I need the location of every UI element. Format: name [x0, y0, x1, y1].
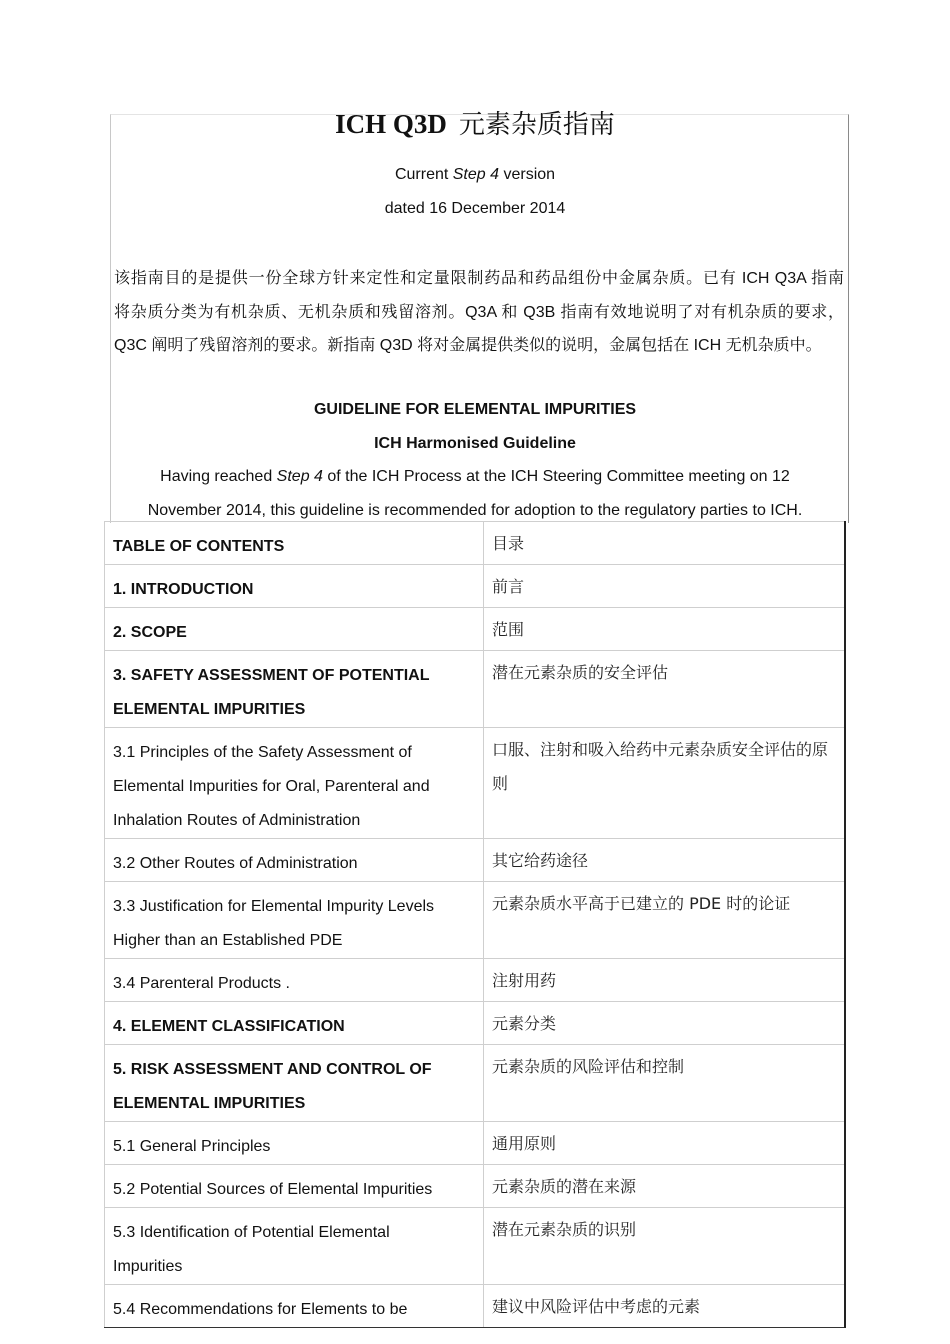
toc-entry-en	[105, 959, 484, 1002]
toc-entry-cn: 范围	[484, 608, 846, 651]
toc-entry-cn: 元素分类	[484, 1002, 846, 1045]
toc-entry-cn: 潜在元素杂质的识别	[484, 1208, 846, 1285]
toc-entry-en	[105, 651, 484, 728]
toc-body	[105, 522, 846, 1328]
intro-line-2: 将杂质分类为有机杂质、无机杂质和残留溶剂。Q3A 和 Q3B 指南有效地说明了对有机杂质的要求，	[114, 303, 844, 321]
version-prefix: Current	[394, 166, 453, 183]
toc-entry-en-line: 5.4 Recommendations for Elements to be	[113, 1301, 408, 1318]
toc-entry-cn: 注射用药	[484, 959, 846, 1002]
toc-entry-en	[105, 608, 484, 651]
toc-row	[105, 839, 846, 882]
toc-entry-cn: 元素杂质水平高于已建立的 PDE 时的论证	[484, 882, 846, 959]
guideline-body-prefix: Having reached	[160, 468, 277, 485]
toc-row	[105, 1122, 846, 1165]
toc-row	[105, 1002, 846, 1045]
toc-entry-en	[105, 522, 484, 565]
title-cn: 元素杂质指南	[458, 110, 615, 140]
toc-row	[105, 1285, 846, 1328]
toc-entry-en	[105, 839, 484, 882]
toc-entry-en-line: 4. ELEMENT CLASSIFICATION	[113, 1018, 345, 1035]
dated-line: dated 16 December 2014	[384, 200, 566, 217]
toc-entry-en	[105, 1165, 484, 1208]
toc-entry-en-line: Inhalation Routes of Administration	[113, 812, 361, 829]
toc-entry-en-line: 2. SCOPE	[113, 624, 187, 641]
toc-entry-cn: 潜在元素杂质的安全评估	[484, 651, 846, 728]
toc-row	[105, 728, 846, 839]
toc-entry-cn: 其它给药途径	[484, 839, 846, 882]
toc-entry-en-line: 3.1 Principles of the Safety Assessment of	[113, 744, 412, 761]
version-step: Step 4	[452, 166, 500, 183]
toc-row	[105, 608, 846, 651]
guideline-body-step: Step 4	[276, 468, 323, 485]
guideline-subheading: ICH Harmonised Guideline	[374, 435, 576, 452]
table-of-contents	[104, 521, 846, 1328]
toc-row	[105, 565, 846, 608]
toc-row	[105, 522, 846, 565]
toc-entry-cn: 元素杂质的潜在来源	[484, 1165, 846, 1208]
toc-entry-en-line: Higher than an Established PDE	[113, 932, 343, 949]
toc-entry-en-line: 1. INTRODUCTION	[113, 581, 254, 598]
toc-row	[105, 959, 846, 1002]
intro-paragraph	[114, 262, 844, 363]
toc-entry-en-line: ELEMENTAL IMPURITIES	[113, 701, 306, 718]
toc-row	[105, 651, 846, 728]
toc-entry-cn: 前言	[484, 565, 846, 608]
toc-entry-en-line: Impurities	[113, 1258, 183, 1275]
toc-row	[105, 1045, 846, 1122]
document-title	[0, 104, 950, 141]
toc-entry-en-line: 3.4 Parenteral Products .	[113, 975, 290, 992]
title-en: ICH Q3D	[335, 109, 447, 139]
toc-entry-en	[105, 1285, 484, 1328]
toc-entry-en-line: ELEMENTAL IMPURITIES	[113, 1095, 306, 1112]
toc-entry-en	[105, 1045, 484, 1122]
toc-row	[105, 1208, 846, 1285]
toc-entry-cn: 通用原则	[484, 1122, 846, 1165]
toc-entry-cn: 建议中风险评估中考虑的元素	[484, 1285, 846, 1328]
guideline-body-line-2: November 2014, this guideline is recommended for adoption to the regulatory parties to ICH.	[147, 502, 803, 519]
toc-entry-en-line: 5.1 General Principles	[113, 1138, 271, 1155]
toc-entry-en-line: 5.3 Identification of Potential Elemental	[113, 1224, 390, 1241]
toc-row	[105, 882, 846, 959]
guideline-body-line-1	[0, 468, 950, 486]
toc-entry-en	[105, 1122, 484, 1165]
toc-entry-en	[105, 565, 484, 608]
toc-entry-cn: 目录	[484, 522, 846, 565]
toc-entry-en-line: 3. SAFETY ASSESSMENT OF POTENTIAL	[113, 667, 430, 684]
toc-entry-en	[105, 882, 484, 959]
toc-entry-en-line: 5.2 Potential Sources of Elemental Impurities	[113, 1181, 433, 1198]
toc-entry-en-line: Elemental Impurities for Oral, Parenteral and	[113, 778, 430, 795]
toc-row	[105, 1165, 846, 1208]
toc-entry-en	[105, 1208, 484, 1285]
toc-entry-en-line: TABLE OF CONTENTS	[113, 538, 285, 555]
toc-entry-en	[105, 1002, 484, 1045]
toc-entry-en-line: 3.2 Other Routes of Administration	[113, 855, 358, 872]
intro-line-3: Q3C 阐明了残留溶剂的要求。新指南 Q3D 将对金属提供类似的说明，金属包括在 ICH 无机杂质中。	[114, 337, 822, 354]
guideline-body-suffix: of the ICH Process at the ICH Steering Committee meeting on 12	[322, 468, 790, 485]
toc-entry-cn: 元素杂质的风险评估和控制	[484, 1045, 846, 1122]
guideline-heading: GUIDELINE FOR ELEMENTAL IMPURITIES	[313, 401, 637, 418]
intro-line-1: 该指南目的是提供一份全球方针来定性和定量限制药品和药品组份中金属杂质。已有 ICH Q3A 指南	[114, 270, 844, 287]
version-suffix: version	[499, 166, 556, 183]
toc-entry-en-line: 5. RISK ASSESSMENT AND CONTROL OF	[113, 1061, 432, 1078]
toc-entry-cn: 口服、注射和吸入给药中元素杂质安全评估的原则	[484, 728, 846, 839]
version-line	[0, 166, 950, 184]
toc-entry-en-line: 3.3 Justification for Elemental Impurity Levels	[113, 898, 435, 915]
toc-entry-en	[105, 728, 484, 839]
